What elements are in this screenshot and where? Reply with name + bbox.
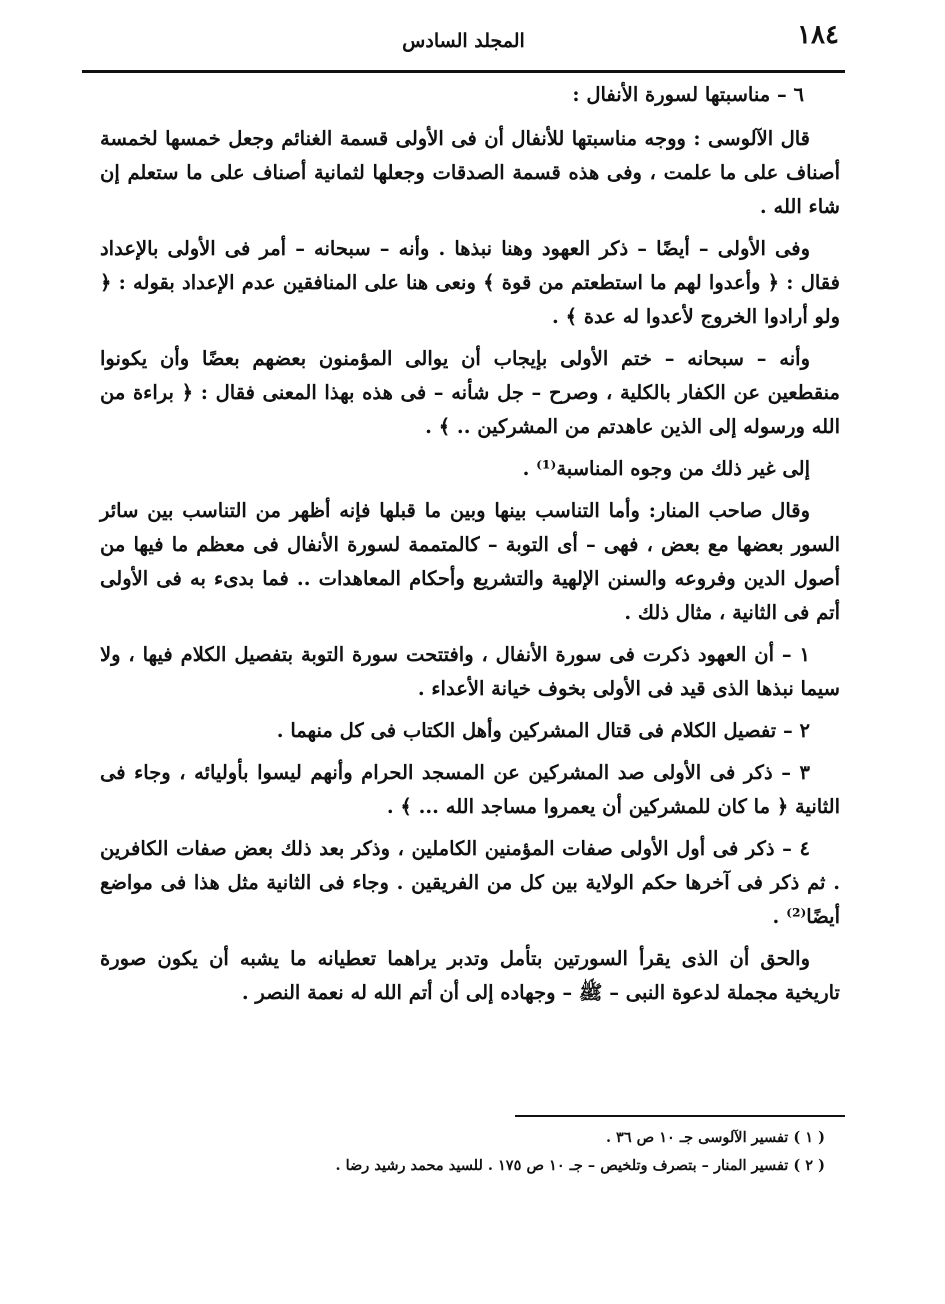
paragraph-disavowal: وأنه – سبحانه – ختم الأولى بإيجاب أن يوالى المؤمنون بعضهم بعضًا وأن يكونوا منقطعين عن الكفار بالكلية ، وصرح – جل شأنه – فى هذه بهذا المعنى فقال : ﴿ براءة من الله ورسوله إلى الذين عاهدتم من المشركين .. ﴾ . bbox=[100, 347, 840, 438]
page-number: ١٨٤ bbox=[797, 20, 839, 50]
list-item-1: ١ – أن العهود ذكرت فى سورة الأنفال ، وافتتحت سورة التوبة بتفصيل الكلام فيها ، ولا سيما نبذها الذى قيد فى الأولى بخوف خيانة الأعداء . bbox=[100, 643, 840, 700]
paragraph-other-aspects: إلى غير ذلك من وجوه المناسبة⁽¹⁾ . bbox=[522, 457, 810, 480]
footnote-2: ( ٢ ) تفسير المنار – بتصرف وتلخيص – جـ ١٠ ص ١٧٥ . للسيد محمد رشيد رضا . bbox=[335, 1157, 825, 1174]
paragraph-conclusion: والحق أن الذى يقرأ السورتين بتأمل وتدبر يراهما تعطيانه ما يشبه أن يكون صورة تاريخية مجملة لدعوة النبى – ﷺ – وجهاده إلى أن أتم الله له نعمة النصر . bbox=[100, 947, 840, 1004]
footnote-divider bbox=[515, 1115, 845, 1117]
footnote-1: ( ١ ) تفسير الآلوسى جـ ١٠ ص ٣٦ . bbox=[605, 1129, 825, 1146]
list-item-3: ٣ – ذكر فى الأولى صد المشركين عن المسجد الحرام وأنهم ليسوا بأوليائه ، وجاء فى الثانية ﴿ ما كان للمشركين أن يعمروا مساجد الله ... ﴾ . bbox=[100, 761, 840, 818]
header-divider bbox=[82, 70, 845, 73]
section-heading: ٦ – مناسبتها لسورة الأنفال : bbox=[572, 83, 804, 106]
list-item-2: ٢ – تفصيل الكلام فى قتال المشركين وأهل الكتاب فى كل منهما . bbox=[276, 719, 810, 742]
page-header bbox=[82, 14, 845, 64]
footnotes bbox=[100, 1124, 825, 1180]
main-text bbox=[100, 78, 840, 1018]
running-title: المجلد السادس bbox=[402, 30, 525, 52]
list-item-4: ٤ – ذكر فى أول الأولى صفات المؤمنين الكاملين ، وذكر بعد ذلك بعض صفات الكافرين . ثم ذكر فى آخرها حكم الولاية بين كل من الفريقين . وجاء فى الثانية مثل هذا فى مواضع أيضًا⁽²⁾ . bbox=[100, 837, 840, 928]
paragraph-covenants: وفى الأولى – أيضًا – ذكر العهود وهنا نبذها . وأنه – سبحانه – أمر فى الأولى بالإعداد فقال : ﴿ وأعدوا لهم ما استطعتم من قوة ﴾ ونعى هنا على المنافقين عدم الإعداد بقوله : ﴿ ولو أرادوا الخروج لأعدوا له عدة ﴾ . bbox=[100, 237, 840, 328]
paragraph-al-manar: وقال صاحب المنار: وأما التناسب بينها وبين ما قبلها فإنه أظهر من التناسب بين سائر السور بعضها مع بعض ، فهى – أى التوبة – كالمتممة لسورة الأنفال فى معظم ما فيها من أصول الدين وفروعه والسنن الإلهية والتشريع وأحكام المعاهدات .. فما بدىء به فى الأولى أتم فى الثانية ، مثال ذلك . bbox=[100, 499, 840, 624]
paragraph-alusi: قال الآلوسى : ووجه مناسبتها للأنفال أن فى الأولى قسمة الغنائم وجعل خمسها لخمسة أصناف على ما علمت ، وفى هذه قسمة الصدقات وجعلها لثمانية أصناف على ما ستعلم إن شاء الله . bbox=[100, 127, 840, 218]
